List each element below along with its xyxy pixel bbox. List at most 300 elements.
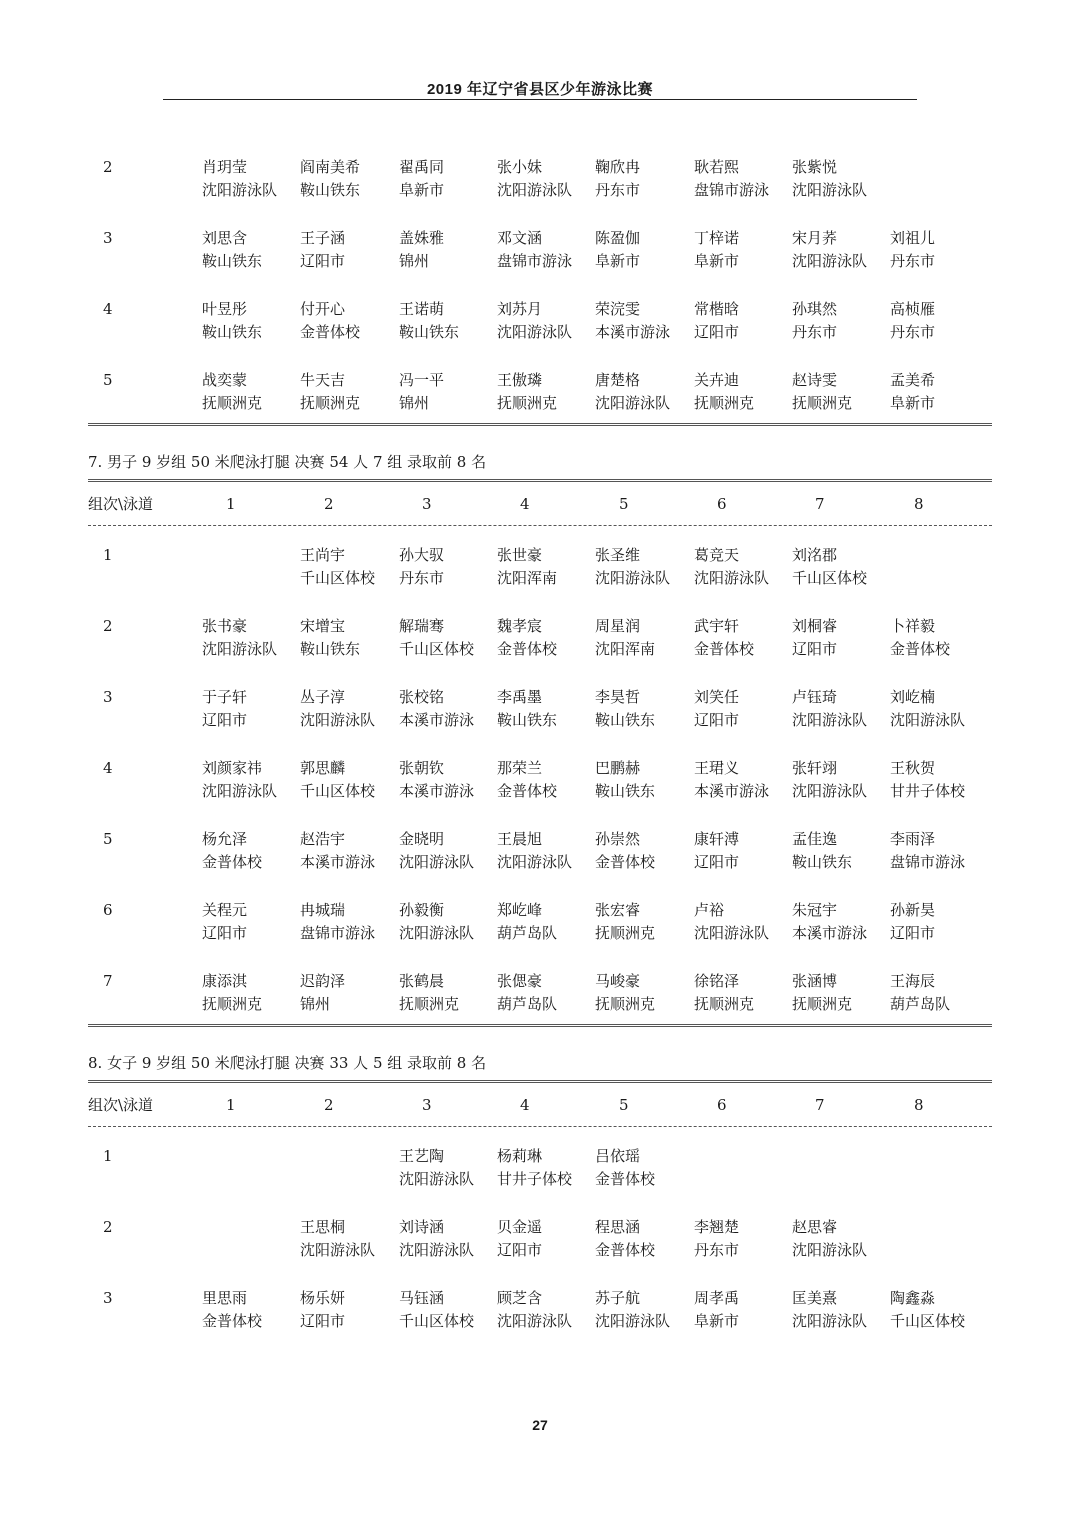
swimmer-name: 马钰涵 [399,1289,445,1307]
swimmer-team: 辽阳市 [694,323,740,341]
double-rule [88,479,992,482]
lane-header-8: 8 [914,495,924,513]
double-rule [88,1024,992,1027]
lane-header-7: 7 [815,495,825,513]
swimmer-entry [694,970,792,1016]
lane-header-2: 2 [324,495,334,513]
swimmer-team: 金普体校 [497,640,558,658]
swimmer-team: 盘锦市游泳 [694,181,770,199]
heat-number: 3 [103,1289,113,1307]
swimmer-team: 沈阳游泳队 [694,924,770,942]
swimmer-team: 沈阳游泳队 [792,252,868,270]
heat-number: 1 [103,1147,113,1165]
heat-number: 4 [103,300,113,318]
swimmer-entry [399,686,497,732]
swimmer-team: 抚顺洲克 [595,924,656,942]
heat-row [0,970,1080,1018]
swimmer-name: 那荣兰 [497,759,543,777]
lane-header-row [0,1094,1080,1116]
swimmer-entry [300,1216,398,1262]
swimmer-team: 葫芦岛队 [497,924,558,942]
swimmer-name: 王艺陶 [399,1147,445,1165]
swimmer-name: 盖姝雅 [399,229,445,247]
swimmer-entry [694,227,792,273]
swimmer-entry [300,156,398,202]
heat-number: 3 [103,229,113,247]
swimmer-entry [399,899,497,945]
swimmer-entry [497,156,595,202]
swimmer-team: 金普体校 [202,1312,263,1330]
heat-number: 2 [103,158,113,176]
swimmer-entry [202,899,300,945]
swimmer-team: 盘锦市游泳 [890,853,966,871]
swimmer-team: 抚顺洲克 [694,394,755,412]
swimmer-entry [595,227,693,273]
swimmer-name: 宋月荞 [792,229,838,247]
swimmer-entry [792,899,890,945]
swimmer-name: 孙大驭 [399,546,445,564]
swimmer-entry [300,899,398,945]
swimmer-name: 于子轩 [202,688,248,706]
swimmer-team: 抚顺洲克 [792,995,853,1013]
swimmer-name: 常楷晗 [694,300,740,318]
swimmer-team: 抚顺洲克 [792,394,853,412]
swimmer-team: 甘井子体校 [890,782,966,800]
swimmer-name: 程思涵 [595,1218,641,1236]
swimmer-name: 关卉迪 [694,371,740,389]
swimmer-team: 抚顺洲克 [399,995,460,1013]
heat-row [0,544,1080,592]
swimmer-entry [202,1287,300,1333]
swimmer-entry [890,686,988,732]
swimmer-entry [399,828,497,874]
swimmer-entry [399,1216,497,1262]
swimmer-entry [890,227,988,273]
heat-row [0,1145,1080,1193]
swimmer-entry [399,298,497,344]
event-heading: 7. 男子 9 岁组 50 米爬泳打腿 决赛 54 人 7 组 录取前 8 名 [88,453,487,471]
swimmer-entry [792,156,890,202]
lane-header-1: 1 [226,495,236,513]
heat-row [0,369,1080,417]
swimmer-team: 沈阳游泳队 [792,782,868,800]
lane-header-2: 2 [324,1096,334,1114]
swimmer-team: 千山区体校 [399,640,475,658]
swimmer-team: 辽阳市 [792,640,838,658]
lane-header-5: 5 [619,1096,629,1114]
swimmer-name: 冯一平 [399,371,445,389]
swimmer-team: 沈阳游泳队 [792,181,868,199]
lane-header-4: 4 [520,1096,530,1114]
swimmer-team: 丹东市 [890,323,936,341]
swimmer-name: 赵诗雯 [792,371,838,389]
heat-row [0,615,1080,663]
start-list [0,156,1080,1358]
swimmer-team: 沈阳游泳队 [595,569,671,587]
swimmer-name: 迟韵泽 [300,972,346,990]
swimmer-name: 王珺义 [694,759,740,777]
swimmer-entry [202,615,300,661]
swimmer-entry [497,544,595,590]
swimmer-entry [792,1216,890,1262]
swimmer-name: 周星润 [595,617,641,635]
swimmer-entry [694,899,792,945]
lane-header-3: 3 [422,1096,432,1114]
swimmer-entry [792,970,890,1016]
heat-row [0,1287,1080,1335]
heat-row [0,899,1080,947]
swimmer-entry [792,1287,890,1333]
event-section [0,156,1080,426]
swimmer-team: 阜新市 [694,1312,740,1330]
dashed-rule [88,525,992,526]
swimmer-entry [792,227,890,273]
swimmer-team: 沈阳浑南 [595,640,656,658]
swimmer-team: 甘井子体校 [497,1170,573,1188]
swimmer-entry [399,227,497,273]
swimmer-entry [300,1287,398,1333]
swimmer-name: 唐楚格 [595,371,641,389]
swimmer-entry [399,369,497,415]
swimmer-entry [595,544,693,590]
swimmer-name: 宋增宝 [300,617,346,635]
swimmer-name: 金晓明 [399,830,445,848]
swimmer-entry [300,615,398,661]
swimmer-team: 沈阳游泳队 [792,711,868,729]
swimmer-name: 高桢雁 [890,300,936,318]
dashed-rule [88,1126,992,1127]
swimmer-name: 张宏睿 [595,901,641,919]
swimmer-team: 本溪市游泳 [399,711,475,729]
swimmer-name: 孟美希 [890,371,936,389]
swimmer-name: 关程元 [202,901,248,919]
swimmer-entry [202,369,300,415]
event-heading: 8. 女子 9 岁组 50 米爬泳打腿 决赛 33 人 5 组 录取前 8 名 [88,1054,487,1072]
swimmer-name: 孙新昊 [890,901,936,919]
swimmer-name: 马峻豪 [595,972,641,990]
heat-number: 2 [103,1218,113,1236]
swimmer-name: 王子涵 [300,229,346,247]
swimmer-name: 顾芝含 [497,1289,543,1307]
swimmer-team: 辽阳市 [300,252,346,270]
swimmer-team: 金普体校 [595,1241,656,1259]
lane-header-6: 6 [717,1096,727,1114]
swimmer-team: 辽阳市 [694,853,740,871]
swimmer-name: 朱冠宇 [792,901,838,919]
swimmer-entry [595,156,693,202]
swimmer-entry [497,298,595,344]
swimmer-name: 耿若熙 [694,158,740,176]
swimmer-entry [497,369,595,415]
swimmer-name: 葛竞天 [694,546,740,564]
swimmer-team: 沈阳游泳队 [595,1312,671,1330]
swimmer-entry [497,686,595,732]
lane-header-label: 组次\泳道 [88,495,154,513]
heat-number: 3 [103,688,113,706]
swimmer-team: 丹东市 [595,181,641,199]
lane-header-3: 3 [422,495,432,513]
swimmer-name: 张书豪 [202,617,248,635]
swimmer-entry [300,686,398,732]
swimmer-team: 阜新市 [399,181,445,199]
swimmer-entry [399,615,497,661]
swimmer-entry [202,757,300,803]
lane-header-label: 组次\泳道 [88,1096,154,1114]
lane-header-1: 1 [226,1096,236,1114]
swimmer-name: 李昊哲 [595,688,641,706]
swimmer-team: 千山区体校 [399,1312,475,1330]
swimmer-entry [300,828,398,874]
swimmer-team: 金普体校 [595,1170,656,1188]
lane-header-6: 6 [717,495,727,513]
swimmer-entry [595,757,693,803]
swimmer-team: 辽阳市 [202,711,248,729]
swimmer-team: 沈阳游泳队 [890,711,966,729]
swimmer-name: 贝金遥 [497,1218,543,1236]
swimmer-name: 王思桐 [300,1218,346,1236]
swimmer-entry [595,970,693,1016]
swimmer-team: 沈阳游泳队 [595,394,671,412]
swimmer-name: 叶昱彤 [202,300,248,318]
swimmer-team: 沈阳游泳队 [399,924,475,942]
swimmer-team: 鞍山铁东 [202,323,263,341]
swimmer-team: 锦州 [300,995,331,1013]
swimmer-entry [694,757,792,803]
swimmer-entry [792,298,890,344]
swimmer-name: 巴鹏赫 [595,759,641,777]
swimmer-name: 王海辰 [890,972,936,990]
event-section [0,1052,1080,1335]
heat-number: 1 [103,546,113,564]
swimmer-entry [890,970,988,1016]
swimmer-team: 本溪市游泳 [300,853,376,871]
swimmer-name: 阎南美希 [300,158,361,176]
swimmer-name: 张偲豪 [497,972,543,990]
swimmer-entry [202,156,300,202]
swimmer-name: 张紫悦 [792,158,838,176]
swimmer-entry [792,544,890,590]
swimmer-team: 抚顺洲克 [497,394,558,412]
swimmer-team: 鞍山铁东 [300,640,361,658]
swimmer-name: 张世豪 [497,546,543,564]
swimmer-team: 辽阳市 [694,711,740,729]
swimmer-name: 张朝钦 [399,759,445,777]
swimmer-entry [595,615,693,661]
heat-row [0,227,1080,275]
swimmer-entry [399,1145,497,1191]
swimmer-team: 辽阳市 [497,1241,543,1259]
swimmer-name: 张小妹 [497,158,543,176]
swimmer-team: 阜新市 [595,252,641,270]
swimmer-team: 千山区体校 [300,782,376,800]
swimmer-entry [792,369,890,415]
swimmer-team: 盘锦市游泳 [300,924,376,942]
swimmer-name: 肖玥莹 [202,158,248,176]
page-title: 2019 年辽宁省县区少年游泳比赛 [426,81,654,98]
swimmer-entry [300,970,398,1016]
swimmer-team: 抚顺洲克 [202,995,263,1013]
swimmer-name: 解瑞骞 [399,617,445,635]
swimmer-name: 卜祥毅 [890,617,936,635]
swimmer-entry [792,757,890,803]
swimmer-team: 沈阳游泳队 [202,181,278,199]
swimmer-entry [890,828,988,874]
swimmer-team: 鞍山铁东 [792,853,853,871]
swimmer-team: 沈阳游泳队 [497,323,573,341]
swimmer-entry [595,298,693,344]
swimmer-team: 辽阳市 [202,924,248,942]
swimmer-entry [399,1287,497,1333]
swimmer-name: 杨允泽 [202,830,248,848]
swimmer-entry [497,615,595,661]
swimmer-team: 鞍山铁东 [497,711,558,729]
swimmer-team: 千山区体校 [300,569,376,587]
swimmer-name: 刘洺郡 [792,546,838,564]
swimmer-entry [497,227,595,273]
swimmer-name: 战奕蒙 [202,371,248,389]
swimmer-name: 李翘楚 [694,1218,740,1236]
swimmer-team: 金普体校 [694,640,755,658]
swimmer-name: 陶鑫淼 [890,1289,936,1307]
swimmer-name: 李雨泽 [890,830,936,848]
swimmer-team: 盘锦市游泳 [497,252,573,270]
swimmer-entry [792,686,890,732]
swimmer-team: 沈阳游泳队 [399,1170,475,1188]
swimmer-team: 葫芦岛队 [497,995,558,1013]
swimmer-name: 张校铭 [399,688,445,706]
swimmer-entry [694,1216,792,1262]
swimmer-team: 抚顺洲克 [595,995,656,1013]
swimmer-entry [399,970,497,1016]
swimmer-name: 邓文涵 [497,229,543,247]
heat-row [0,156,1080,204]
swimmer-name: 刘屹楠 [890,688,936,706]
swimmer-team: 鞍山铁东 [202,252,263,270]
swimmer-name: 吕依瑶 [595,1147,641,1165]
lane-header-7: 7 [815,1096,825,1114]
swimmer-entry [595,686,693,732]
swimmer-name: 张轩翊 [792,759,838,777]
swimmer-name: 孟佳逸 [792,830,838,848]
swimmer-name: 王傲璘 [497,371,543,389]
heat-number: 5 [103,371,113,389]
swimmer-entry [595,1287,693,1333]
swimmer-team: 本溪市游泳 [694,782,770,800]
swimmer-entry [890,1287,988,1333]
swimmer-name: 赵浩宇 [300,830,346,848]
swimmer-entry [497,828,595,874]
swimmer-name: 张涵博 [792,972,838,990]
swimmer-entry [595,828,693,874]
swimmer-team: 沈阳游泳队 [792,1312,868,1330]
swimmer-team: 本溪市游泳 [399,782,475,800]
swimmer-entry [497,1216,595,1262]
swimmer-team: 鞍山铁东 [595,711,656,729]
swimmer-name: 王尚宇 [300,546,346,564]
swimmer-name: 里思雨 [202,1289,248,1307]
swimmer-entry [300,369,398,415]
swimmer-team: 沈阳游泳队 [497,1312,573,1330]
heat-row [0,828,1080,876]
swimmer-team: 鞍山铁东 [300,181,361,199]
swimmer-team: 丹东市 [890,252,936,270]
swimmer-entry [300,227,398,273]
swimmer-name: 匡美熹 [792,1289,838,1307]
swimmer-team: 抚顺洲克 [694,995,755,1013]
heat-row [0,1216,1080,1264]
swimmer-name: 丁梓诺 [694,229,740,247]
swimmer-team: 本溪市游泳 [792,924,868,942]
swimmer-team: 金普体校 [595,853,656,871]
swimmer-entry [497,899,595,945]
swimmer-team: 金普体校 [497,782,558,800]
swimmer-entry [694,156,792,202]
swimmer-team: 沈阳游泳队 [694,569,770,587]
swimmer-team: 阜新市 [890,394,936,412]
swimmer-entry [694,686,792,732]
swimmer-entry [300,298,398,344]
swimmer-entry [202,970,300,1016]
swimmer-team: 本溪市游泳 [595,323,671,341]
heat-number: 4 [103,759,113,777]
swimmer-team: 丹东市 [694,1241,740,1259]
swimmer-entry [497,1287,595,1333]
swimmer-team: 葫芦岛队 [890,995,951,1013]
swimmer-name: 魏孝宸 [497,617,543,635]
swimmer-entry [595,1216,693,1262]
lane-header-4: 4 [520,495,530,513]
swimmer-team: 丹东市 [792,323,838,341]
swimmer-entry [300,544,398,590]
swimmer-entry [694,298,792,344]
swimmer-name: 王晨旭 [497,830,543,848]
swimmer-name: 赵思睿 [792,1218,838,1236]
double-rule [88,423,992,426]
swimmer-name: 李禹墨 [497,688,543,706]
swimmer-entry [792,828,890,874]
swimmer-entry [694,615,792,661]
swimmer-name: 丛子淳 [300,688,346,706]
swimmer-team: 沈阳游泳队 [497,181,573,199]
swimmer-team: 鞍山铁东 [595,782,656,800]
heat-row [0,298,1080,346]
swimmer-name: 武宇轩 [694,617,740,635]
swimmer-name: 康轩溥 [694,830,740,848]
swimmer-name: 徐铭泽 [694,972,740,990]
swimmer-entry [890,298,988,344]
swimmer-name: 孙崇然 [595,830,641,848]
swimmer-entry [595,899,693,945]
swimmer-name: 杨莉琳 [497,1147,543,1165]
swimmer-entry [890,369,988,415]
swimmer-entry [792,615,890,661]
swimmer-team: 辽阳市 [890,924,936,942]
swimmer-entry [202,227,300,273]
swimmer-team: 金普体校 [300,323,361,341]
lane-header-row [0,493,1080,515]
swimmer-name: 鞠欣冉 [595,158,641,176]
lane-header-8: 8 [914,1096,924,1114]
swimmer-team: 沈阳游泳队 [399,853,475,871]
swimmer-team: 沈阳游泳队 [300,711,376,729]
swimmer-name: 王秋贺 [890,759,936,777]
heat-number: 7 [103,972,113,990]
swimmer-team: 阜新市 [694,252,740,270]
swimmer-name: 孙琪然 [792,300,838,318]
swimmer-team: 锦州 [399,394,430,412]
heat-number: 5 [103,830,113,848]
swimmer-entry [595,1145,693,1191]
